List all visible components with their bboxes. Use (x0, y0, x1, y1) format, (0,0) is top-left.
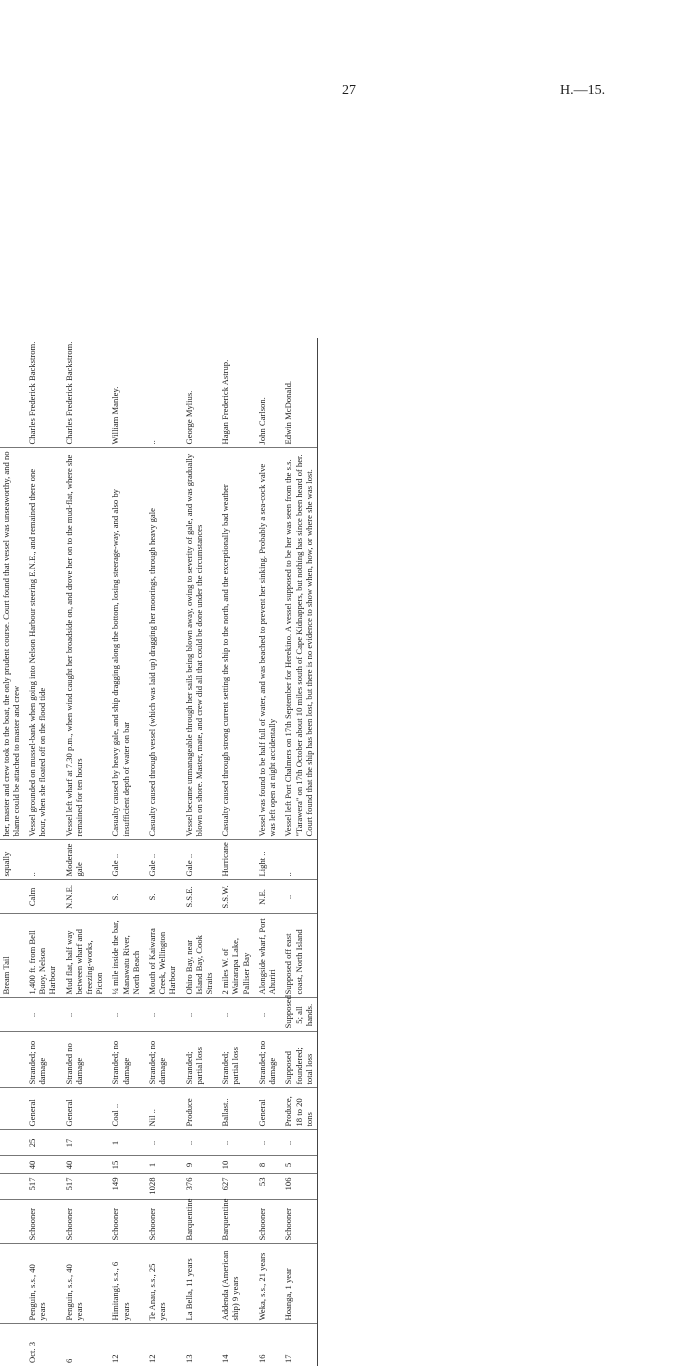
passengers-cell-text: .. (283, 1141, 293, 1145)
master-cell-text: William Manley. (110, 387, 120, 445)
vessel-cell (181, 1244, 218, 1324)
cargo-cell (280, 1088, 317, 1130)
passengers-cell (61, 1130, 108, 1156)
decision-cell-text: Vessel left wharf at 7.30 p.m., when wind caught her broadside on, and drove her on to the mud-flat, where she remained for ten hours (64, 455, 84, 837)
wind-force-cell-text: .. (27, 872, 37, 876)
lives-cell (24, 998, 61, 1032)
crew-cell (61, 1156, 108, 1174)
place-cell-text: Mouth of Kaiwarra Creek, Wellington Harbour (147, 928, 177, 994)
decision-cell (181, 448, 218, 840)
table-row (254, 338, 280, 1366)
table-row (0, 338, 24, 1366)
decision-cell (61, 448, 108, 840)
master-cell-text: Charles Frederick Backstrom. (64, 342, 74, 445)
decision-cell (217, 448, 254, 840)
table-row (144, 338, 181, 1366)
decision-cell (24, 448, 61, 840)
casualty-cell-text: Stranded; no damage (110, 1041, 130, 1085)
wind-direction-cell (254, 880, 280, 914)
crew-cell (217, 1156, 254, 1174)
lives-cell-text: .. (220, 1013, 230, 1017)
cargo-cell (24, 1088, 61, 1130)
rig-cell-text: Schooner (110, 1208, 120, 1240)
wind-direction-cell-text: N.E. (257, 889, 267, 905)
rotated-table-page (0, 332, 465, 1372)
wind-force-cell-text: Gale .. (110, 854, 120, 877)
wind-force-cell (144, 840, 181, 880)
casualty-cell (280, 1032, 317, 1088)
wind-direction-cell (61, 880, 108, 914)
passengers-cell (107, 1130, 144, 1156)
date-cell-text: Oct. 3 (27, 1342, 37, 1363)
master-cell (217, 338, 254, 448)
passengers-cell-text: 1 (110, 1141, 120, 1145)
wind-force-cell (24, 840, 61, 880)
crew-cell (107, 1156, 144, 1174)
casualty-cell (144, 1032, 181, 1088)
passengers-cell (0, 1130, 24, 1156)
decision-cell (280, 448, 317, 840)
wind-direction-cell (24, 880, 61, 914)
place-cell (144, 914, 181, 998)
lives-cell-text: .. (257, 1013, 267, 1017)
master-cell-text: George Mylius. (184, 391, 194, 445)
tonnage-cell-text: 627 (220, 1178, 230, 1191)
lives-cell-text: .. (184, 1013, 194, 1017)
wind-direction-cell-text: Calm (27, 888, 37, 907)
place-cell-text: 1,400 ft. from Bell Buoy, Nelson Harbour (27, 930, 57, 994)
wind-direction-cell-text: S. (110, 894, 120, 901)
place-cell-text: Ohiro Bay, near Island Bay, Cook Straits (184, 935, 214, 994)
wind-force-cell (61, 840, 108, 880)
wind-direction-cell-text: .. (283, 895, 293, 899)
rig-cell-text: Barquentine (220, 1199, 230, 1241)
tonnage-cell (144, 1174, 181, 1200)
master-cell-text: Charles Frederick Backstrom. (27, 342, 37, 445)
decision-cell (107, 448, 144, 840)
casualty-cell (254, 1032, 280, 1088)
casualty-cell-text: Stranded; partial loss (184, 1047, 204, 1084)
place-cell (107, 914, 144, 998)
crew-cell-text: 15 (110, 1161, 120, 1170)
wind-force-cell-text: squally (0, 852, 11, 877)
wind-direction-cell (144, 880, 181, 914)
date-cell (24, 1324, 61, 1366)
wind-force-cell-text: Light .. (257, 851, 267, 876)
rig-cell-text: Schooner (27, 1208, 37, 1240)
wind-force-cell-text: .. (283, 872, 293, 876)
vessel-cell-text: Hoanga, 1 year (283, 1268, 293, 1320)
casualty-cell (24, 1032, 61, 1088)
tonnage-cell-text: 376 (184, 1178, 194, 1191)
place-cell-text: Alongside wharf, Port Ahuriri (257, 918, 277, 994)
decision-cell (254, 448, 280, 840)
date-cell (61, 1324, 108, 1366)
crew-cell (181, 1156, 218, 1174)
place-cell-text: 2 miles W. of Wairarapa Lake, Palliser Bay (220, 938, 250, 995)
lives-cell-text: .. (64, 1013, 74, 1017)
wind-force-cell (107, 840, 144, 880)
vessel-cell-text: La Bella, 11 years (184, 1258, 194, 1320)
date-cell-text: 17 (283, 1354, 293, 1363)
lives-cell-text: .. (147, 1013, 157, 1017)
casualty-cell (107, 1032, 144, 1088)
vessel-cell-text: Penguin, s.s., 40 years (27, 1264, 47, 1320)
date-cell (0, 1324, 24, 1366)
wind-force-cell (181, 840, 218, 880)
rig-cell (144, 1200, 181, 1244)
lives-cell (144, 998, 181, 1032)
vessel-cell-text: Penguin, s.s., 40 years (64, 1264, 84, 1320)
table-row (181, 338, 218, 1366)
tonnage-cell (0, 1174, 24, 1200)
tonnage-cell-text: 1028 (147, 1178, 157, 1195)
master-cell (181, 338, 218, 448)
lives-cell-text: .. (27, 1013, 37, 1017)
wind-force-cell-text: Gale .. (147, 854, 157, 877)
master-cell (254, 338, 280, 448)
rig-cell (107, 1200, 144, 1244)
date-cell (217, 1324, 254, 1366)
cargo-cell (254, 1088, 280, 1130)
casualty-cell (181, 1032, 218, 1088)
vessel-cell (107, 1244, 144, 1324)
wind-force-cell-text: Gale .. (184, 854, 194, 877)
crew-cell-text: 5 (283, 1163, 293, 1167)
lives-cell (0, 998, 24, 1032)
rig-cell (280, 1200, 317, 1244)
cargo-cell-text: Ballast.. (220, 1098, 230, 1126)
rig-cell-text: Schooner (147, 1208, 157, 1240)
wind-direction-cell-text: S.S.W. (220, 885, 230, 908)
tonnage-cell (254, 1174, 280, 1200)
place-cell (181, 914, 218, 998)
table-row (280, 338, 317, 1366)
master-cell (0, 338, 24, 448)
passengers-cell (24, 1130, 61, 1156)
tonnage-cell (181, 1174, 218, 1200)
rig-cell-text: Barquentine (184, 1199, 194, 1241)
decision-cell-text: Casualty caused through vessel (which was laid up) dragging her moorings, through heavy gale (147, 508, 157, 836)
wind-direction-cell (217, 880, 254, 914)
passengers-cell-text: 17 (64, 1139, 74, 1148)
tonnage-cell (217, 1174, 254, 1200)
passengers-cell (254, 1130, 280, 1156)
passengers-cell (217, 1130, 254, 1156)
master-cell (144, 338, 181, 448)
crew-cell (254, 1156, 280, 1174)
rig-cell (61, 1200, 108, 1244)
cargo-cell-text: General (257, 1099, 267, 1126)
vessel-cell-text: Addenda (American ship) 9 years (220, 1251, 240, 1321)
place-cell-text: Mud flat, half way between wharf and freezing-works, Picton (64, 929, 105, 994)
casualty-cell (217, 1032, 254, 1088)
vessel-cell-text: Te Anau, s.s., 25 years (147, 1264, 167, 1321)
vessel-cell (217, 1244, 254, 1324)
place-cell (24, 914, 61, 998)
tonnage-cell (61, 1174, 108, 1200)
crew-cell-text: 10 (220, 1161, 230, 1170)
place-cell (61, 914, 108, 998)
rig-cell (24, 1200, 61, 1244)
decision-cell (0, 448, 24, 840)
wind-direction-cell (181, 880, 218, 914)
decision-cell-text: Vessel left Port Chalmers on 17th September for Herekino. A vessel supposed to be her was seen from the s.s. "Tarawera" on 17th October about 10 miles south of Cape Kidnappers, but nothing has since been heard of her. Court found that the ship has been lost, but there is no evidence to show when, how, or where she was lost. (283, 454, 313, 836)
crew-cell-text: 40 (64, 1161, 74, 1170)
crew-cell (0, 1156, 24, 1174)
crew-cell-text: 8 (257, 1163, 267, 1167)
casualty-cell-text: Supposed foundered; total loss (283, 1047, 313, 1084)
rig-cell-text: Schooner (283, 1208, 293, 1240)
vessel-cell (144, 1244, 181, 1324)
page-number: 27 (342, 83, 356, 99)
date-cell (144, 1324, 181, 1366)
cargo-cell-text: Coal .. (110, 1104, 120, 1127)
rig-cell (0, 1200, 24, 1244)
casualty-cell-text: Stranded; no damage (257, 1041, 277, 1085)
place-cell (280, 914, 317, 998)
rig-cell (181, 1200, 218, 1244)
lives-cell (61, 998, 108, 1032)
decision-cell-text: Vessel grounded on mussel-bank when going into Nelson Harbour steering E.N.E., and remained there one hour, when she floated off on the flood tide (27, 469, 47, 837)
place-cell (0, 914, 24, 998)
place-cell (254, 914, 280, 998)
crew-cell-text: 1 (147, 1163, 157, 1167)
passengers-cell (181, 1130, 218, 1156)
wind-force-cell (0, 840, 24, 880)
cargo-cell-text: General (64, 1099, 74, 1126)
rig-cell (254, 1200, 280, 1244)
master-cell-text: Hagan Frederick Astrup. (220, 360, 230, 445)
tonnage-cell-text: 149 (110, 1178, 120, 1191)
tonnage-cell-text: 53 (257, 1178, 267, 1187)
lives-cell (217, 998, 254, 1032)
rig-cell-text: Schooner (257, 1208, 267, 1240)
vessel-cell (61, 1244, 108, 1324)
table-row (107, 338, 144, 1366)
cargo-cell-text: Nil .. (147, 1109, 157, 1126)
passengers-cell-text: .. (147, 1141, 157, 1145)
casualty-cell-text: Stranded no damage (64, 1043, 84, 1084)
place-cell-text: Bream Tail (0, 919, 11, 995)
vessel-cell (280, 1244, 317, 1324)
tonnage-cell-text: 106 (283, 1178, 293, 1191)
tonnage-cell-text: 517 (27, 1178, 37, 1191)
tonnage-cell-text: 517 (64, 1178, 74, 1191)
cargo-cell (0, 1088, 24, 1130)
casualty-cell-text: Stranded; no damage (147, 1041, 167, 1085)
date-cell-text: 12 (110, 1354, 120, 1363)
vessel-cell (0, 1244, 24, 1324)
wind-direction-cell (107, 880, 144, 914)
cargo-cell (107, 1088, 144, 1130)
crew-cell-text: 40 (27, 1161, 37, 1170)
wrecks-table (0, 338, 318, 1366)
wind-direction-cell-text: S.S.E. (184, 886, 194, 907)
decision-cell-text: Vessel became unmanageable through her sails being blown away, owing to severity of gale, and was gradually blown on shore. Master, mate, and crew did all that could be done under the circumstances (184, 454, 204, 837)
table-row (217, 338, 254, 1366)
table-row (61, 338, 108, 1366)
cargo-cell (181, 1088, 218, 1130)
wind-direction-cell-text: S. (147, 894, 157, 901)
date-cell (181, 1324, 218, 1366)
decision-cell-text: her, master and crew took to the boat, the only prudent course. Court found that vessel was unseaworthy, and no blame could be attached to master and crew (0, 451, 21, 836)
vessel-cell-text: Himitangi, s.s., 6 years (110, 1262, 130, 1321)
date-cell-text: 6 (64, 1359, 74, 1363)
tonnage-cell (280, 1174, 317, 1200)
passengers-cell (280, 1130, 317, 1156)
cargo-cell (144, 1088, 181, 1130)
cargo-cell-text: General (27, 1099, 37, 1126)
vessel-cell (24, 1244, 61, 1324)
master-cell-text: John Carlson. (257, 397, 267, 444)
place-cell-text: Supposed off east coast, North Island (283, 929, 303, 994)
wind-force-cell (217, 840, 254, 880)
wind-direction-cell (280, 880, 317, 914)
wind-force-cell (280, 840, 317, 880)
tonnage-cell (24, 1174, 61, 1200)
casualty-cell-text: Stranded; partial loss (220, 1047, 240, 1084)
tonnage-cell (107, 1174, 144, 1200)
casualty-cell (61, 1032, 108, 1088)
crew-cell (24, 1156, 61, 1174)
place-cell (217, 914, 254, 998)
wind-direction-cell-text: N.N.E. (64, 885, 74, 909)
date-cell (107, 1324, 144, 1366)
cargo-cell-text: Produce (184, 1098, 194, 1126)
date-cell-text: 16 (257, 1354, 267, 1363)
decision-cell-text: Vessel was found to be half full of water, and was beached to prevent her sinking. Probably a sea-cock valve was left open at night accidentally (257, 464, 277, 837)
date-cell-text: 14 (220, 1354, 230, 1363)
decision-cell (144, 448, 181, 840)
lives-cell (280, 998, 317, 1032)
master-cell-text: Edwin McDonald. (283, 381, 293, 445)
vessel-cell-text: Weka, s.s., 21 years (257, 1253, 267, 1321)
lives-cell-text: .. (110, 1013, 120, 1017)
master-cell (61, 338, 108, 448)
master-cell-text: .. (147, 440, 157, 444)
cargo-cell-text: Produce, 18 to 20 tons (283, 1096, 313, 1126)
crew-cell-text: 9 (184, 1163, 194, 1167)
rig-cell-text: Schooner (64, 1208, 74, 1240)
table-row (24, 338, 61, 1366)
place-cell-text: ¼ mile inside the bar, Manawatu River, North Beach (110, 920, 140, 994)
rig-cell (217, 1200, 254, 1244)
decision-cell-text: Casualty caused through strong current setting the ship to the north, and the exceptionally bad weather (220, 484, 230, 836)
passengers-cell-text: .. (184, 1141, 194, 1145)
crew-cell (144, 1156, 181, 1174)
master-cell (107, 338, 144, 448)
decision-cell-text: Casualty caused by heavy gale, and ship dragging along the bottom, losing steerage-way, and also by insufficient depth of water on bar (110, 489, 130, 836)
date-cell-text: 13 (184, 1354, 194, 1363)
passengers-cell-text: 25 (27, 1139, 37, 1148)
crew-cell (280, 1156, 317, 1174)
date-cell (280, 1324, 317, 1366)
casualty-cell-text: Stranded; no damage (27, 1041, 47, 1085)
document-reference: H.—15. (560, 83, 605, 99)
wind-direction-cell (0, 880, 24, 914)
wind-force-cell-text: Moderate gale (64, 844, 84, 877)
cargo-cell (217, 1088, 254, 1130)
wind-force-cell (254, 840, 280, 880)
master-cell (24, 338, 61, 448)
lives-cell (254, 998, 280, 1032)
cargo-cell (61, 1088, 108, 1130)
lives-cell (181, 998, 218, 1032)
date-cell (254, 1324, 280, 1366)
date-cell-text: 12 (147, 1354, 157, 1363)
casualty-cell (0, 1032, 24, 1088)
vessel-cell (254, 1244, 280, 1324)
passengers-cell-text: .. (220, 1141, 230, 1145)
passengers-cell (144, 1130, 181, 1156)
passengers-cell-text: .. (257, 1141, 267, 1145)
wind-force-cell-text: Hurricane (220, 842, 230, 876)
lives-cell (107, 998, 144, 1032)
lives-cell-text: Supposed 5; all hands. (283, 995, 313, 1028)
master-cell (280, 338, 317, 448)
